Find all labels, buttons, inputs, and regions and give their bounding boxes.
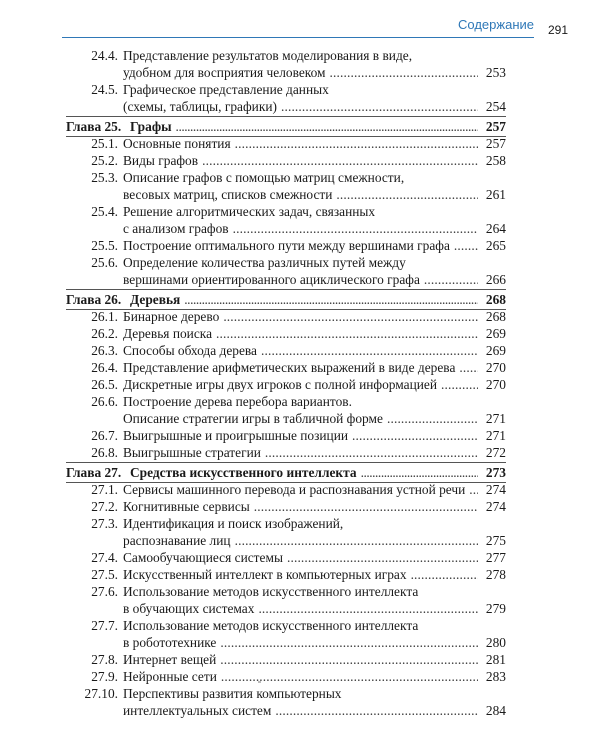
- chapter-rule-top: [66, 116, 506, 117]
- entry-title-line1: Построение дерева перебора вариантов.: [123, 394, 352, 409]
- entry-number: 27.3.: [91, 516, 118, 531]
- toc-section-entry: [66, 81, 506, 115]
- entry-title-row: [123, 271, 506, 288]
- entry-page-number: 261: [485, 187, 506, 202]
- entry-title-row: [123, 566, 506, 583]
- toc-section-entry: [66, 481, 506, 498]
- entry-page-number: 270: [485, 377, 506, 392]
- entry-title-row: [123, 135, 506, 152]
- entry-number: 26.1.: [91, 309, 118, 324]
- entry-number: 25.3.: [91, 170, 118, 185]
- entry-page-number: 273: [485, 465, 506, 480]
- scan-speck: [258, 681, 261, 683]
- entry-page-number: 274: [485, 482, 506, 497]
- entry-title-row: [123, 481, 506, 498]
- entry-title-row: [123, 152, 506, 169]
- toc-section-entry: [66, 685, 506, 719]
- entry-title: Деревья: [130, 292, 181, 307]
- dot-leader: [254, 498, 478, 515]
- entry-title-row: [123, 186, 506, 203]
- dot-leader: [216, 325, 478, 342]
- dot-leader: [411, 566, 478, 583]
- entry-title: Виды графов: [123, 153, 199, 168]
- entry-number: Глава 26.: [66, 292, 122, 307]
- entry-title-row: [123, 532, 506, 549]
- entry-number: 25.5.: [91, 238, 118, 253]
- entry-title-row: [123, 427, 506, 444]
- entry-page-number: 254: [485, 99, 506, 114]
- entry-page-number: 281: [485, 652, 506, 667]
- dot-leader: [258, 600, 478, 617]
- entry-title: в робототехнике: [123, 635, 217, 650]
- toc-section-entry: [66, 566, 506, 583]
- entry-page-number: 280: [485, 635, 506, 650]
- entry-page-number: 283: [485, 669, 506, 684]
- entry-title-row: [123, 376, 506, 393]
- toc-section-entry: [66, 47, 506, 81]
- entry-page-number: 269: [485, 343, 506, 358]
- entry-title-row: [123, 325, 506, 342]
- dot-leader: [441, 376, 478, 393]
- entry-title: Средства искусственного интеллекта: [130, 465, 357, 480]
- entry-number: 27.10.: [84, 686, 118, 701]
- entry-title-row: [130, 291, 506, 308]
- header-title: Содержание: [458, 17, 534, 32]
- dot-leader: [235, 135, 478, 152]
- entry-title-row: [123, 64, 506, 81]
- entry-page-number: 268: [485, 309, 506, 324]
- toc-chapter-entry: [66, 118, 506, 135]
- entry-number: 27.1.: [91, 482, 118, 497]
- entry-page-number: 275: [485, 533, 506, 548]
- dot-leader: [454, 237, 478, 254]
- toc-section-entry: [66, 308, 506, 325]
- entry-title: распознавание лиц: [123, 533, 231, 548]
- dot-leader: [275, 702, 478, 719]
- entry-title-row: [123, 634, 506, 651]
- entry-title: вершинами ориентированного ациклического графа: [123, 272, 420, 287]
- toc-section-entry: [66, 325, 506, 342]
- entry-page-number: 274: [485, 499, 506, 514]
- entry-title: в обучающих системах: [123, 601, 255, 616]
- dot-leader: [352, 427, 478, 444]
- entry-title: Когнитивные сервисы: [123, 499, 250, 514]
- entry-title-row: [123, 702, 506, 719]
- entry-title-line1: Идентификация и поиск изображений,: [123, 516, 344, 531]
- entry-page-number: 279: [485, 601, 506, 616]
- entry-title-line1: Представление результатов моделирования в виде,: [123, 48, 413, 63]
- entry-title-line1: Решение алгоритмических задач, связанных: [123, 204, 376, 219]
- entry-title: Выигрышные и проигрышные позиции: [123, 428, 349, 443]
- entry-number: 26.4.: [91, 360, 118, 375]
- entry-title: Бинарное дерево: [123, 309, 220, 324]
- entry-number: Глава 25.: [66, 119, 122, 134]
- entry-title: Способы обхода дерева: [123, 343, 258, 358]
- toc-section-entry: [66, 498, 506, 515]
- entry-title-row: [123, 220, 506, 237]
- entry-title-row: [123, 98, 506, 115]
- entry-title: Выигрышные стратегии: [123, 445, 261, 460]
- toc-section-entry: [66, 444, 506, 461]
- dot-leader: [235, 532, 478, 549]
- entry-title-row: [123, 410, 506, 427]
- entry-number: 25.4.: [91, 204, 118, 219]
- entry-title: весовых матриц, списков смежности: [123, 187, 333, 202]
- entry-title-row: [123, 342, 506, 359]
- dot-leader: [287, 549, 478, 566]
- entry-page-number: 258: [485, 153, 506, 168]
- entry-number: 27.6.: [91, 584, 118, 599]
- table-of-contents: [66, 47, 506, 719]
- dot-leader: [220, 634, 478, 651]
- entry-title-row: [123, 651, 506, 668]
- entry-page-number: 253: [485, 65, 506, 80]
- entry-page-number: 278: [485, 567, 506, 582]
- dot-leader: [424, 271, 478, 288]
- dot-leader: [469, 481, 478, 498]
- entry-number: 26.6.: [91, 394, 118, 409]
- entry-title: интеллектуальных систем: [123, 703, 272, 718]
- entry-title: Интернет вещей: [123, 652, 217, 667]
- dot-leader: [184, 291, 478, 308]
- entry-title-row: [123, 668, 506, 685]
- entry-title-row: [123, 444, 506, 461]
- toc-section-entry: [66, 342, 506, 359]
- entry-number: 25.1.: [91, 136, 118, 151]
- entry-title-row: [130, 464, 506, 481]
- entry-page-number: 264: [485, 221, 506, 236]
- dot-leader: [387, 410, 478, 427]
- dot-leader: [265, 444, 478, 461]
- entry-title: Представление арифметических выражений в виде дерева: [123, 360, 456, 375]
- toc-section-entry: [66, 617, 506, 651]
- entry-number: 27.7.: [91, 618, 118, 633]
- entry-title: (схемы, таблицы, графики): [123, 99, 277, 114]
- entry-number: 27.4.: [91, 550, 118, 565]
- entry-number: 25.2.: [91, 153, 118, 168]
- entry-title-line1: Графическое представление данных: [123, 82, 329, 97]
- entry-page-number: 277: [485, 550, 506, 565]
- entry-title-line1: Описание графов с помощью матриц смежности,: [123, 170, 405, 185]
- toc-chapter-entry: [66, 291, 506, 308]
- dot-leader: [336, 186, 478, 203]
- dot-leader: [330, 64, 479, 81]
- header-rule: [62, 37, 534, 38]
- entry-page-number: 257: [485, 136, 506, 151]
- entry-page-number: 266: [485, 272, 506, 287]
- entry-number: 26.5.: [91, 377, 118, 392]
- entry-number: 25.6.: [91, 255, 118, 270]
- entry-title: Дискретные игры двух игроков с полной информацией: [123, 377, 438, 392]
- entry-title: с анализом графов: [123, 221, 229, 236]
- toc-section-entry: [66, 359, 506, 376]
- dot-leader: [233, 220, 478, 237]
- toc-section-entry: [66, 583, 506, 617]
- toc-section-entry: [66, 549, 506, 566]
- toc-section-entry: [66, 254, 506, 288]
- entry-number: 27.5.: [91, 567, 118, 582]
- entry-title: Построение оптимального пути между вершинами графа: [123, 238, 450, 253]
- toc-section-entry: [66, 237, 506, 254]
- entry-title: Графы: [130, 119, 172, 134]
- toc-section-entry: [66, 203, 506, 237]
- entry-page-number: 272: [485, 445, 506, 460]
- entry-number: 26.2.: [91, 326, 118, 341]
- dot-leader: [261, 342, 478, 359]
- entry-title-row: [123, 549, 506, 566]
- toc-section-entry: [66, 169, 506, 203]
- entry-number: 27.9.: [91, 669, 118, 684]
- dot-leader: [223, 308, 478, 325]
- entry-page-number: 271: [485, 411, 506, 426]
- toc-section-entry: [66, 135, 506, 152]
- entry-page-number: 284: [485, 703, 506, 718]
- entry-title: Деревья поиска: [123, 326, 213, 341]
- toc-section-entry: [66, 376, 506, 393]
- entry-number: 27.8.: [91, 652, 118, 667]
- entry-number: 26.3.: [91, 343, 118, 358]
- entry-title-line1: Определение количества различных путей между: [123, 255, 406, 270]
- entry-title-row: [123, 498, 506, 515]
- dot-leader: [202, 152, 478, 169]
- entry-number: 24.4.: [91, 48, 118, 63]
- entry-number: Глава 27.: [66, 465, 122, 480]
- dot-leader: [176, 118, 478, 135]
- entry-number: 24.5.: [91, 82, 118, 97]
- entry-title: Нейронные сети: [123, 669, 217, 684]
- entry-page-number: 269: [485, 326, 506, 341]
- entry-title-row: [123, 308, 506, 325]
- toc-section-entry: [66, 651, 506, 668]
- entry-title: Самообучающиеся системы: [123, 550, 283, 565]
- toc-section-entry: [66, 152, 506, 169]
- header-page-number: 291: [547, 23, 568, 37]
- entry-title-line1: Перспективы развития компьютерных: [123, 686, 342, 701]
- entry-title-line1: Использование методов искусственного интеллекта: [123, 618, 419, 633]
- running-header: [62, 14, 568, 40]
- entry-title: удобном для восприятия человеком: [123, 65, 326, 80]
- toc-section-entry: [66, 668, 506, 685]
- entry-title-row: [123, 237, 506, 254]
- entry-title: Основные понятия: [123, 136, 231, 151]
- entry-page-number: 270: [485, 360, 506, 375]
- entry-title: Искусственный интеллект в компьютерных играх: [123, 567, 407, 582]
- toc-section-entry: [66, 427, 506, 444]
- toc-section-entry: [66, 515, 506, 549]
- toc-section-entry: [66, 393, 506, 427]
- entry-title-row: [130, 118, 506, 135]
- chapter-rule-top: [66, 289, 506, 290]
- toc-chapter-entry: [66, 464, 506, 481]
- entry-number: 26.8.: [91, 445, 118, 460]
- chapter-rule-top: [66, 462, 506, 463]
- dot-leader: [281, 98, 478, 115]
- entry-page-number: 271: [485, 428, 506, 443]
- entry-page-number: 257: [485, 119, 506, 134]
- dot-leader: [220, 651, 478, 668]
- entry-title-row: [123, 600, 506, 617]
- entry-title: Сервисы машинного перевода и распознавания устной речи: [123, 482, 466, 497]
- entry-page-number: 268: [485, 292, 506, 307]
- entry-page-number: 265: [485, 238, 506, 253]
- entry-title: Описание стратегии игры в табличной форме: [123, 411, 383, 426]
- entry-number: 26.7.: [91, 428, 118, 443]
- entry-title-line1: Использование методов искусственного интеллекта: [123, 584, 419, 599]
- dot-leader: [459, 359, 478, 376]
- entry-number: 27.2.: [91, 499, 118, 514]
- entry-title-row: [123, 359, 506, 376]
- dot-leader: [361, 464, 478, 481]
